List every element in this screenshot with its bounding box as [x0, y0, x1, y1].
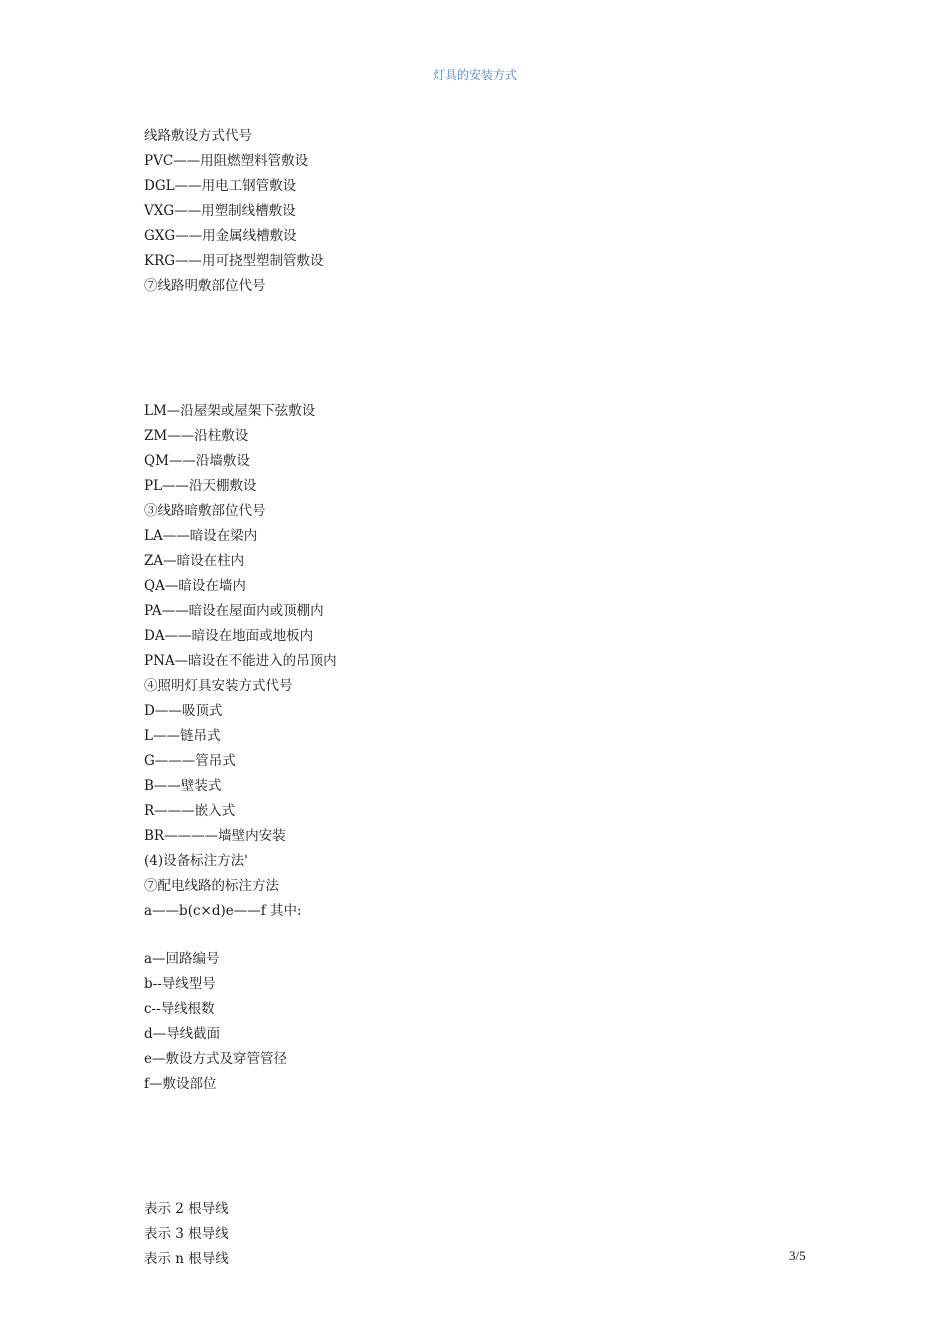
text-line: ④照明灯具安装方式代号 [144, 678, 293, 694]
text-line: VXG——用塑制线槽敷设 [144, 203, 296, 219]
text-line: R———嵌入式 [144, 803, 236, 819]
text-line: 表示 3 根导线 [144, 1226, 229, 1242]
text-line: DGL——用电工钢管敷设 [144, 178, 297, 194]
spacer [144, 1097, 804, 1147]
text-line: DA——暗设在地面或地板内 [144, 628, 314, 644]
section-wire-count [144, 1197, 804, 1272]
text-line: a——b(c×d)e——f 其中: [144, 903, 302, 919]
text-line: (4)设备标注方法' [144, 853, 248, 869]
document-body [144, 124, 804, 1272]
text-line: LM—沿屋架或屋架下弦敷设 [144, 403, 316, 419]
text-line: b--导线型号 [144, 976, 216, 992]
text-line: QA—暗设在墙内 [144, 578, 246, 594]
text-line: e—敷设方式及穿管管径 [144, 1051, 287, 1067]
text-line: ⑦配电线路的标注方法 [144, 878, 279, 894]
section-laying-positions [144, 399, 804, 924]
text-line: D——吸顶式 [144, 703, 223, 719]
text-line: a—回路编号 [144, 951, 220, 967]
text-line: L——链吊式 [144, 728, 221, 744]
text-line: ⑦线路明敷部位代号 [144, 278, 266, 294]
page-number: 3/5 [789, 1248, 806, 1263]
section-annotation-legend [144, 947, 804, 1097]
text-line: LA——暗设在梁内 [144, 528, 258, 544]
spacer [144, 349, 804, 399]
spacer [144, 299, 804, 349]
text-line: ③线路暗敷部位代号 [144, 503, 266, 519]
text-line: PL——沿天棚敷设 [144, 478, 257, 494]
page-header: 灯具的安装方式 [432, 68, 517, 82]
text-line: PVC——用阻燃塑料管敷设 [144, 153, 309, 169]
text-line: PNA—暗设在不能进入的吊顶内 [144, 653, 337, 669]
text-line: 线路敷设方式代号 [144, 128, 252, 144]
text-line: QM——沿墙敷设 [144, 453, 250, 469]
text-line: KRG——用可挠型塑制管敷设 [144, 253, 324, 269]
text-line: c--导线根数 [144, 1001, 215, 1017]
section-wiring-methods [144, 124, 804, 299]
text-line: PA——暗设在屋面内或顶棚内 [144, 603, 324, 619]
text-line: ZA—暗设在柱内 [144, 553, 245, 569]
text-line: BR————墙壁内安装 [144, 828, 286, 844]
spacer [144, 1147, 804, 1197]
text-line: d—导线截面 [144, 1026, 221, 1042]
text-line: 表示 2 根导线 [144, 1201, 229, 1217]
text-line: ZM——沿柱敷设 [144, 428, 249, 444]
text-line: B——壁装式 [144, 778, 222, 794]
spacer [144, 924, 804, 947]
text-line: GXG——用金属线槽敷设 [144, 228, 297, 244]
text-line: G———管吊式 [144, 753, 236, 769]
text-line: 表示 n 根导线 [144, 1251, 229, 1267]
text-line: f—敷设部位 [144, 1076, 217, 1092]
